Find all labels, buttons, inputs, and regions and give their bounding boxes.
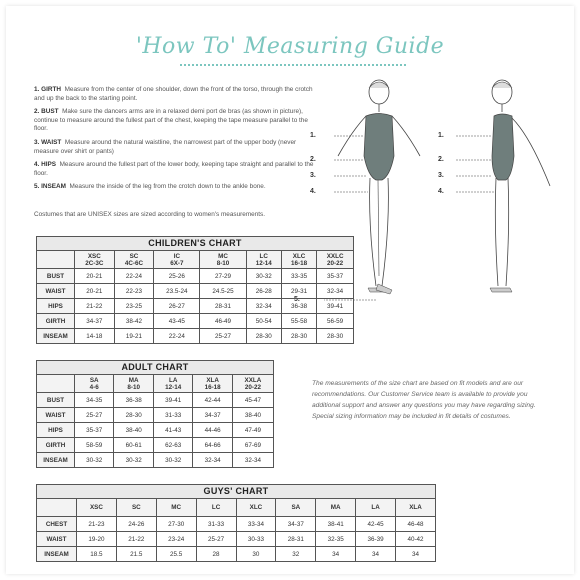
- instruction-waist: 3. WAIST Measure around the natural waistline, the narrowest part of the upper body (never measure over shirt or pants): [34, 138, 297, 155]
- measuring-guide-page: [6, 6, 574, 574]
- adult-col-xla: XLA 16-18: [193, 375, 232, 393]
- table-row: WAIST 20-21 22-23 23.5-24 24.5-25 26-28 29-31 32-34: [37, 284, 354, 299]
- children-col-xlc: XLC 16-18: [281, 251, 316, 269]
- table-row: WAIST 19-20 21-22 23-24 25-27 30-33 28-31 32-35 36-39 40-42: [37, 532, 436, 547]
- fit-note: The measurements of the size chart are based on fit models and are our recommendations. Our Customer Service team is available to provide you additional support and answer any questions you may have regarding sizing. Special sizing information may be included in fit details of costumes.: [312, 380, 536, 420]
- children-col-ic: IC 6X-7: [154, 251, 200, 269]
- children-col-sc: SC 4C-6C: [114, 251, 154, 269]
- side-label-3: 3.: [438, 172, 444, 179]
- side-label-4: 4.: [438, 188, 444, 195]
- guys-chart-title: GUYS' CHART: [36, 484, 436, 498]
- table-row: BUST 34-35 36-38 39-41 42-44 45-47: [37, 393, 274, 408]
- children-col-xsc: XSC 2C-3C: [75, 251, 115, 269]
- table-row: BUST 20-21 22-24 25-26 27-29 30-32 33-35 35-37: [37, 269, 354, 284]
- table-row: HIPS 35-37 38-40 41-43 44-46 47-49: [37, 423, 274, 438]
- adult-col-xxla: XXLA 20-22: [232, 375, 273, 393]
- instructions: [34, 86, 314, 197]
- table-row: HIPS 21-22 23-25 26-27 28-31 32-34 36-38 39-41: [37, 299, 354, 314]
- children-col-lc: LC 12-14: [246, 251, 281, 269]
- table-row: CHEST 21-23 24-26 27-30 31-33 33-34 34-37 38-41 42-45 46-48: [37, 517, 436, 532]
- side-figure-illustration: [450, 76, 560, 316]
- table-row: INSEAM 14-18 19-21 22-24 25-27 28-30 28-30 28-30: [37, 329, 354, 344]
- table-row: WAIST 25-27 28-30 31-33 34-37 38-40: [37, 408, 274, 423]
- adult-col-ma: MA 8-10: [114, 375, 153, 393]
- children-chart-table: [36, 250, 354, 344]
- adult-chart-title: ADULT CHART: [36, 360, 274, 374]
- title-divider: [180, 64, 406, 66]
- front-label-4: 4.: [310, 188, 316, 195]
- guys-chart-table: XSC SC MC LC XLC SA MA LA XLA CHEST 21-23 24-26 27-30 31-33 33-34 34-37 38-41 42-45 46-48 WAIST 19-20 21-22 23-24 25-27 30-33 28-31 32-35 36-39 40-42 INSEAM 18.5 21.5 25.5 28 30 32 34 34 34: [36, 498, 436, 562]
- table-row: GIRTH 34-37 38-42 43-45 46-49 50-54 55-58 56-59: [37, 314, 354, 329]
- table-row: INSEAM 30-32 30-32 30-32 32-34 32-34: [37, 453, 274, 468]
- children-col-xxlc: XXLC 20-22: [317, 251, 354, 269]
- side-label-2: 2.: [438, 156, 444, 163]
- instruction-inseam: 5. INSEAM Measure the inside of the leg from the crotch down to the ankle bone.: [34, 183, 266, 191]
- instruction-girth: 1. GIRTH Measure from the center of one shoulder, down the front of the torso, through the crotch and up the back to the starting point.: [34, 86, 313, 102]
- instruction-bust: 2. BUST Make sure the dancers arms are in a relaxed demi port de bras (as shown in picture), continue to measure around the fullest part of the chest, keeping the tape measure parallel to the floor.: [34, 108, 308, 133]
- adult-chart-table: [36, 374, 274, 468]
- inseam-label-5: 5.: [294, 296, 300, 303]
- front-label-1: 1.: [310, 132, 316, 139]
- adult-col-la: LA 12-14: [153, 375, 192, 393]
- unisex-note: Costumes that are UNISEX sizes are sized according to women's measurements.: [34, 211, 266, 218]
- children-col-mc: MC 8-10: [200, 251, 246, 269]
- table-row: GIRTH 58-59 60-61 62-63 64-66 67-69: [37, 438, 274, 453]
- front-label-3: 3.: [310, 172, 316, 179]
- children-chart-title: CHILDREN'S CHART: [36, 236, 354, 250]
- table-row: INSEAM 18.5 21.5 25.5 28 30 32 34 34 34: [37, 547, 436, 562]
- instruction-hips: 4. HIPS Measure around the fullest part of the lower body, keeping tape straight and parallel to the floor.: [34, 161, 314, 177]
- front-label-2: 2.: [310, 156, 316, 163]
- side-label-1: 1.: [438, 132, 444, 139]
- page-title: 'How To' Measuring Guide: [135, 34, 445, 59]
- adult-col-sa: SA 4-6: [75, 375, 114, 393]
